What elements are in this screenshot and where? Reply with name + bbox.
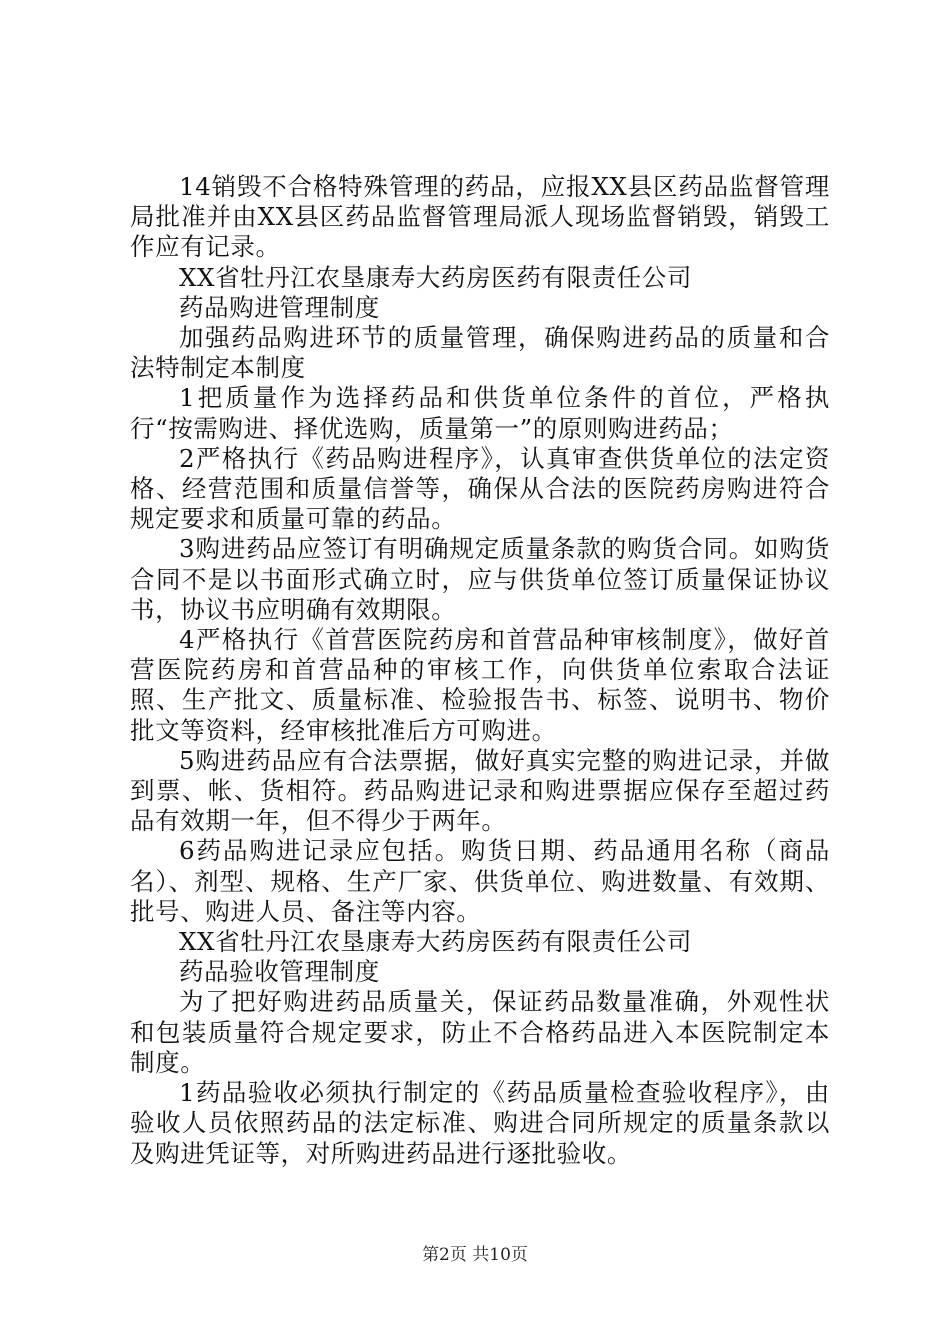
company-name-2: XX省牡丹江农垦康寿大药房医药有限责任公司 [179, 927, 692, 957]
paragraph-purchase-3: 3购进药品应签订有明确规定质量条款的购货合同。如购货合同不是以书面形式确立时，应与供货单位签订质量保证协议书，协议书应明确有效期限。 [130, 534, 830, 624]
paragraph-purchase-2: 2严格执行《药品购进程序》，认真审查供货单位的法定资格、经营范围和质量信誉等，确保从合法的医院药房购进符合规定要求和质量可靠的药品。 [130, 443, 830, 534]
paragraph-acceptance-intro: 为了把好购进药品质量关，保证药品数量准确，外观性状和包装质量符合规定要求，防止不合格药品进入本医院制定本制度。 [130, 987, 830, 1077]
paragraph-purchase-6: 6药品购进记录应包括。购货日期、药品通用名称（商品名）、剂型、规格、生产厂家、供货单位、购进数量、有效期、批号、购进人员、备注等内容。 [130, 836, 830, 926]
company-name-1: XX省牡丹江农垦康寿大药房医药有限责任公司 [179, 262, 692, 292]
paragraph-purchase-5: 5购进药品应有合法票据，做好真实完整的购进记录，并做到票、帐、货相符。药品购进记录和购进票据应保存至超过药品有效期一年，但不得少于两年。 [130, 745, 830, 836]
paragraph-destroy-rule: 14销毁不合格特殊管理的药品，应报XX县区药品监督管理局批准并由XX县区药品监督管理局派人现场监督销毁，销毁工作应有记录。 [130, 172, 830, 262]
paragraph-purchase-4: 4严格执行《首营医院药房和首营品种审核制度》，做好首营医院药房和首营品种的审核工作，向供货单位索取合法证照、生产批文、质量标准、检验报告书、标签、说明书、物价批文等资料，经审核批准后方可购进。 [130, 625, 830, 745]
page-number-footer: 第2页 共10页 [422, 1245, 528, 1265]
section-title-purchase: 药品购进管理制度 [179, 292, 380, 322]
document-body [130, 172, 830, 1169]
paragraph-purchase-intro: 加强药品购进环节的质量管理，确保购进药品的质量和合法特制定本制度 [130, 323, 830, 383]
paragraph-purchase-1: 1把质量作为选择药品和供货单位条件的首位，严格执行“按需购进、择优选购，质量第一”的原则购进药品； [130, 383, 830, 443]
paragraph-acceptance-1: 1药品验收必须执行制定的《药品质量检查验收程序》，由验收人员依照药品的法定标准、购进合同所规定的质量条款以及购进凭证等，对所购进药品进行逐批验收。 [130, 1078, 830, 1168]
section-title-acceptance: 药品验收管理制度 [179, 957, 380, 987]
